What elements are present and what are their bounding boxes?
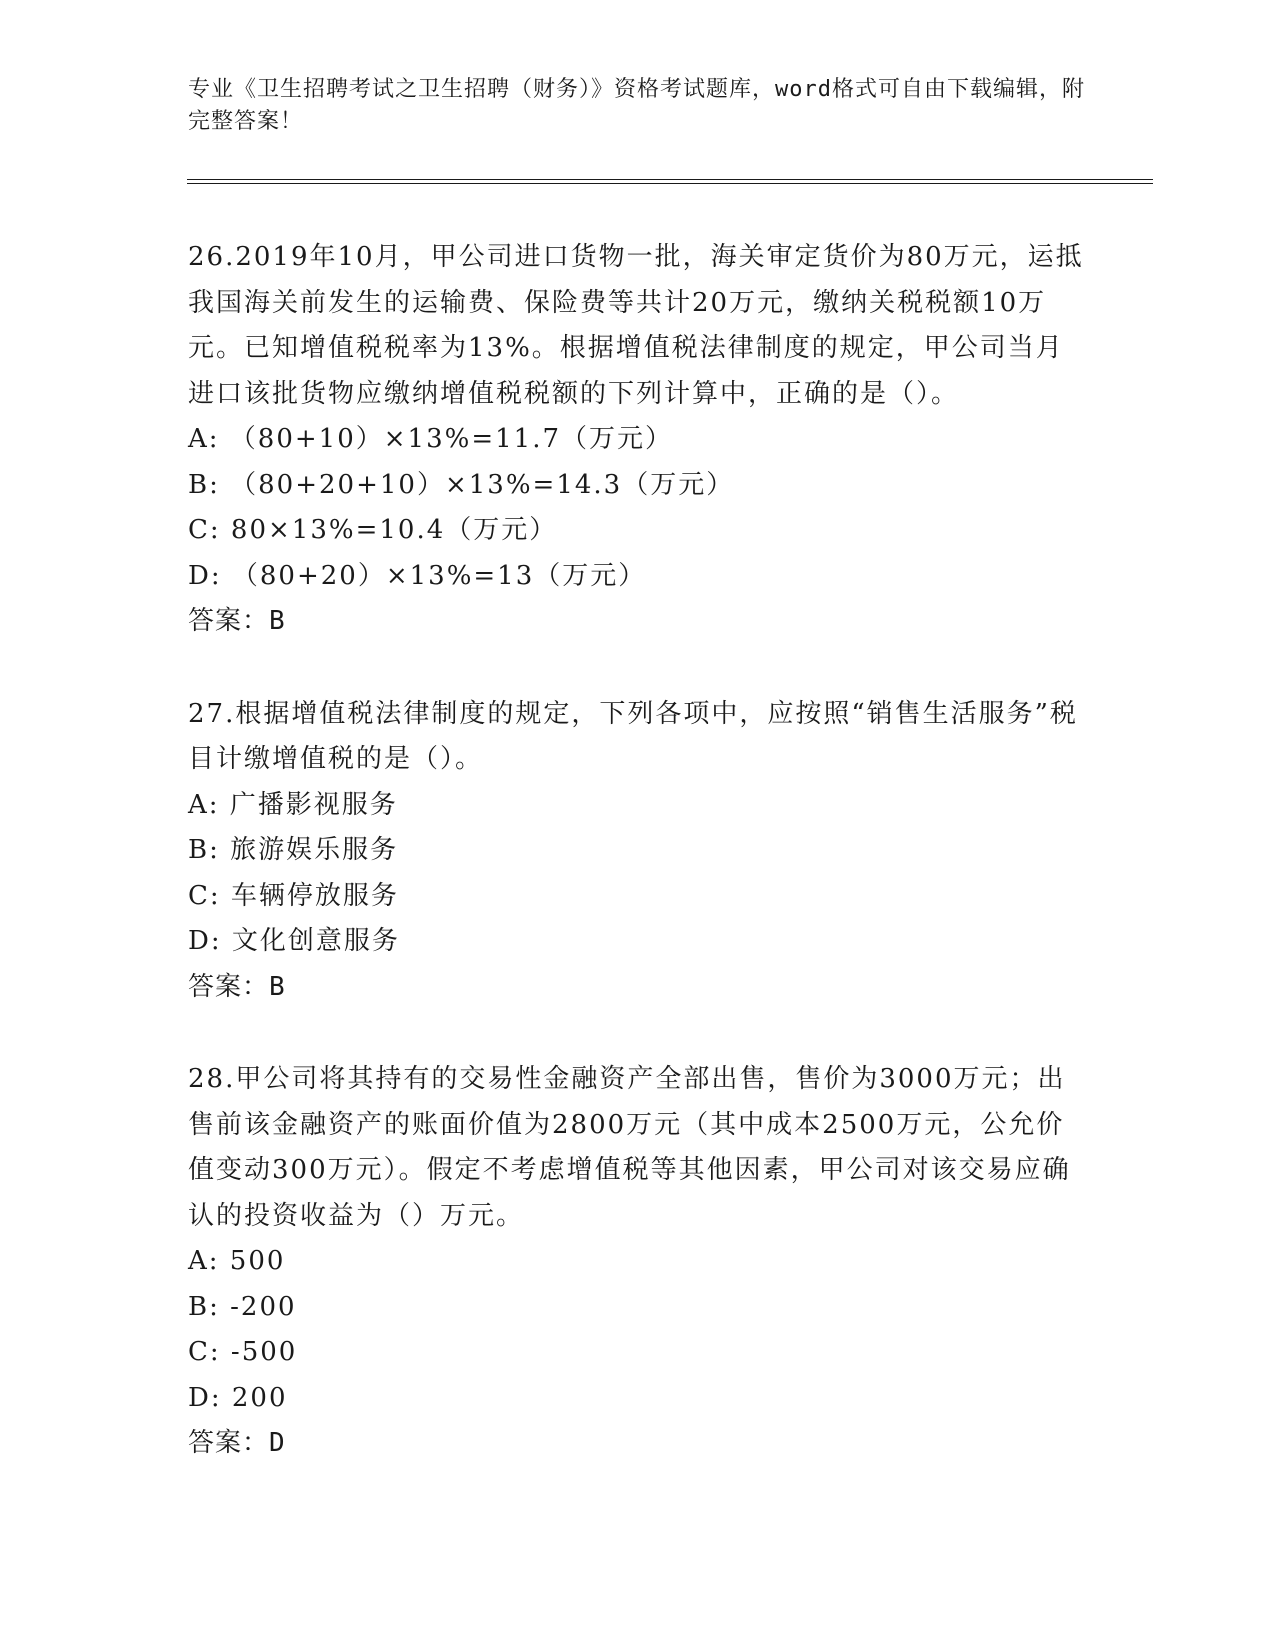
answer-line: 答案：D xyxy=(188,1428,286,1458)
option-c: C: 80×13%=10.4（万元） xyxy=(188,515,558,545)
option-d: D: 200 xyxy=(188,1382,288,1413)
option-a: A: 500 xyxy=(188,1246,286,1276)
question-list xyxy=(188,235,1088,1514)
option-b: B: -200 xyxy=(188,1291,297,1322)
question-26 xyxy=(188,235,1088,645)
header-divider-top xyxy=(187,179,1153,180)
option-c: C: 车辆停放服务 xyxy=(188,880,399,911)
option-b: B: 旅游娱乐服务 xyxy=(188,835,399,865)
option-d: D: 文化创意服务 xyxy=(188,926,400,956)
option-a: A: （80+10）×13%=11.7（万元） xyxy=(188,424,674,454)
answer-line: 答案：B xyxy=(188,606,286,636)
option-b: B: （80+20+10）×13%=14.3（万元） xyxy=(188,469,735,500)
document-header: 专业《卫生招聘考试之卫生招聘（财务）》资格考试题库，word格式可自由下载编辑，附完整答案！ xyxy=(188,77,1085,134)
question-stem: 26.2019年10月，甲公司进口货物一批，海关审定货价为80万元，运抵我国海关前发生的运输费、保险费等共计20万元，缴纳关税税额10万元。已知增值税税率为13%。根据增值税法律制度的规定，甲公司当月进口该批货物应缴纳增值税税额的下列计算中，正确的是（）。 xyxy=(188,242,1084,409)
question-27 xyxy=(188,692,1088,1011)
option-a: A: 广播影视服务 xyxy=(188,789,398,820)
option-c: C: -500 xyxy=(188,1337,298,1367)
option-d: D: （80+20）×13%=13（万元） xyxy=(188,560,647,591)
answer-line: 答案：B xyxy=(188,971,286,1002)
header-divider-bottom xyxy=(187,183,1153,184)
question-stem: 28.甲公司将其持有的交易性金融资产全部出售，售价为3000万元；出售前该金融资产的账面价值为2800万元（其中成本2500万元，公允价值变动300万元）。假定不考虑增值税等其他因素，甲公司对该交易应确认的投资收益为（）万元。 xyxy=(188,1064,1071,1231)
question-stem: 27.根据增值税法律制度的规定，下列各项中，应按照“销售生活服务”税目计缴增值税的是（）。 xyxy=(188,698,1078,774)
question-28 xyxy=(188,1057,1088,1467)
